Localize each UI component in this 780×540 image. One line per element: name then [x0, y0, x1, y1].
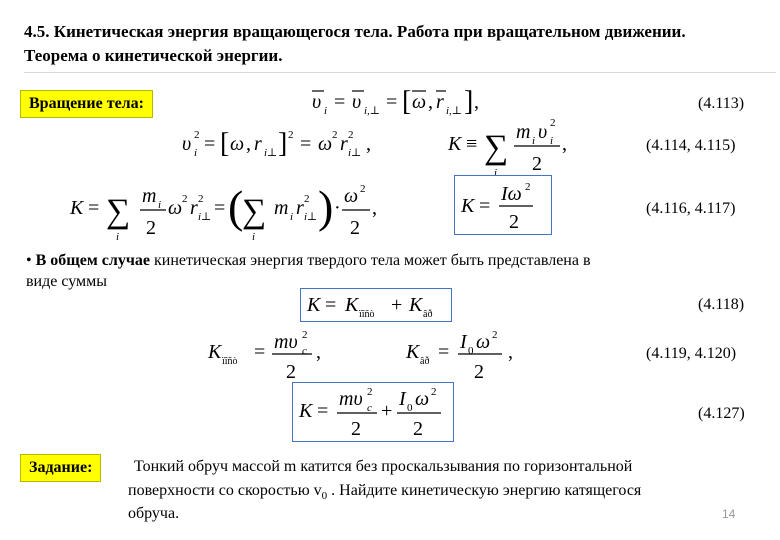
task-line3: обруча. [128, 505, 180, 522]
svg-text:,: , [366, 133, 371, 155]
svg-text:2: 2 [146, 217, 156, 239]
svg-text:i⊥: i⊥ [264, 147, 278, 159]
svg-text:i: i [290, 211, 294, 223]
svg-text:0: 0 [468, 345, 474, 357]
svg-text:K: K [70, 197, 84, 219]
svg-text:=: = [254, 341, 266, 363]
svg-text:ω: ω [344, 185, 359, 207]
svg-text:,: , [372, 197, 377, 219]
eq-number-4-116-117: (4.116, 4.117) [646, 200, 736, 217]
svg-text:2: 2 [525, 181, 531, 193]
svg-text:ω: ω [415, 388, 430, 410]
svg-text:K: K [448, 133, 462, 155]
svg-text:m: m [516, 121, 531, 143]
svg-text:c: c [367, 402, 372, 414]
svg-text:K: K [409, 294, 423, 316]
svg-text:]: ] [464, 86, 474, 117]
svg-text:+: + [391, 294, 403, 316]
svg-text:=: = [438, 341, 450, 363]
svg-text:=: = [386, 91, 398, 113]
svg-text:): ) [318, 181, 334, 232]
svg-text:∑: ∑ [484, 129, 509, 166]
svg-text:i: i [532, 135, 536, 147]
task-line2-text: поверхности со скоростью v [128, 482, 322, 499]
svg-text:K: K [307, 294, 321, 316]
svg-text:∑: ∑ [242, 193, 267, 230]
svg-text:2: 2 [367, 386, 373, 398]
svg-text:=: = [325, 294, 337, 316]
formula-4-119 [206, 328, 356, 382]
svg-text:2: 2 [286, 361, 296, 382]
svg-text:i: i [194, 147, 198, 159]
svg-text:2: 2 [198, 193, 204, 205]
svg-text:i: i [550, 135, 554, 147]
svg-text:2: 2 [350, 217, 360, 239]
svg-text:ω: ω [476, 331, 491, 353]
svg-text:i: i [324, 105, 328, 117]
svg-text:r: r [254, 133, 262, 155]
formula-4-116 [68, 178, 388, 244]
svg-text:0: 0 [407, 402, 413, 414]
svg-text:i: i [252, 231, 256, 243]
svg-text:2: 2 [532, 153, 542, 175]
eq-number-4-118: (4.118) [698, 296, 745, 313]
svg-text:[: [ [220, 128, 230, 159]
svg-text:υ: υ [182, 133, 192, 155]
svg-text:âð: âð [423, 309, 433, 320]
svg-text:=: = [300, 133, 312, 155]
svg-text:,: , [562, 133, 567, 155]
svg-text:=: = [214, 197, 226, 219]
svg-text:c: c [302, 345, 307, 357]
section-label: Вращение тела: [20, 90, 153, 118]
svg-text:2: 2 [509, 211, 519, 233]
formula-4-127-box [292, 382, 454, 442]
svg-text:r: r [296, 197, 304, 219]
svg-text:i⊥: i⊥ [348, 147, 362, 159]
formula-4-115 [446, 116, 596, 180]
svg-text:I: I [399, 388, 406, 410]
svg-text:i: i [116, 231, 120, 243]
bullet-text-line2: виде суммы [26, 273, 108, 290]
bullet-marker: • [26, 252, 32, 269]
svg-text:,: , [428, 91, 433, 113]
svg-text:i,⊥: i,⊥ [446, 105, 463, 117]
svg-text:2: 2 [492, 329, 498, 341]
svg-text:K: K [345, 294, 359, 316]
svg-text:(: ( [228, 181, 244, 232]
svg-text:,: , [474, 91, 479, 113]
svg-text:2: 2 [304, 193, 310, 205]
task-line2-rest: . Найдите кинетическую энергию катящегося [327, 482, 642, 499]
svg-text:i⊥: i⊥ [304, 211, 318, 223]
svg-text:r: r [436, 91, 444, 113]
eq-number-4-113: (4.113) [698, 95, 745, 112]
svg-text:mυ: mυ [339, 388, 363, 410]
svg-text:2: 2 [413, 418, 423, 440]
svg-text:·: · [334, 197, 341, 219]
svg-text:2: 2 [182, 193, 188, 205]
svg-text:K: K [208, 341, 222, 363]
svg-text:2: 2 [302, 329, 308, 341]
svg-text:ω: ω [318, 133, 333, 155]
svg-text:,: , [246, 133, 251, 155]
task-label: Задание: [20, 454, 101, 482]
svg-text:]: ] [278, 128, 288, 159]
formula-4-114 [180, 122, 400, 166]
svg-text:,: , [316, 341, 321, 363]
svg-text:r: r [190, 197, 198, 219]
svg-text:ω: ω [412, 91, 427, 113]
svg-text:[: [ [402, 86, 412, 117]
svg-text:∑: ∑ [106, 193, 131, 230]
slide-title: 4.5. Кинетическая энергия вращающегося тела. Работа при вращательном движении. Теорема о кинетической энергии. [24, 22, 686, 65]
svg-text:mυ: mυ [274, 331, 298, 353]
formula-4-118-box [300, 288, 452, 322]
eq-number-4-127: (4.127) [698, 405, 745, 422]
svg-text:i,⊥: i,⊥ [364, 105, 381, 117]
svg-text:ïîñò: ïîñò [359, 309, 375, 320]
page-number: 14 [722, 507, 736, 521]
svg-text:=: = [479, 195, 491, 217]
task-line2-sub: 0 [321, 490, 328, 503]
svg-text:i: i [494, 167, 498, 179]
svg-text:υ: υ [352, 91, 362, 113]
svg-text:ïîñò: ïîñò [222, 356, 238, 367]
svg-text:2: 2 [474, 361, 484, 382]
svg-text:m: m [142, 185, 157, 207]
eq-number-4-119-120: (4.119, 4.120) [646, 345, 737, 362]
svg-text:2: 2 [360, 183, 366, 195]
svg-text:ω: ω [168, 197, 183, 219]
svg-text:≡: ≡ [466, 133, 478, 155]
task-line2 [128, 481, 768, 506]
bullet-bold: В общем случае [35, 252, 150, 269]
svg-text:i⊥: i⊥ [198, 211, 212, 223]
task-line1: Тонкий обруч массой m катится без проскальзывания по горизонтальной [134, 458, 633, 475]
svg-text:ω: ω [230, 133, 245, 155]
svg-text:2: 2 [550, 117, 556, 129]
svg-text:=: = [334, 91, 346, 113]
divider [24, 72, 776, 73]
svg-text:+: + [381, 400, 393, 422]
svg-text:=: = [204, 133, 216, 155]
svg-text:υ: υ [312, 91, 322, 113]
svg-text:υ: υ [538, 121, 548, 143]
formula-4-117-box [454, 175, 552, 235]
svg-text:m: m [274, 197, 289, 219]
bullet-paragraph [26, 251, 746, 271]
svg-text:r: r [340, 133, 348, 155]
svg-text:i: i [158, 199, 162, 211]
svg-text:,: , [508, 341, 513, 363]
svg-text:Iω: Iω [501, 183, 522, 205]
bullet-text-line1: кинетическая энергия твердого тела может быть представлена в [150, 252, 591, 269]
svg-text:K: K [299, 400, 313, 422]
svg-text:I: I [460, 331, 467, 353]
svg-text:2: 2 [348, 129, 354, 141]
eq-number-4-114-115: (4.114, 4.115) [646, 137, 736, 154]
svg-text:2: 2 [431, 386, 437, 398]
svg-text:2: 2 [332, 129, 338, 141]
svg-text:=: = [88, 197, 100, 219]
svg-text:=: = [317, 400, 329, 422]
svg-text:K: K [406, 341, 420, 363]
svg-text:2: 2 [194, 129, 200, 141]
svg-text:2: 2 [288, 129, 294, 141]
svg-text:2: 2 [351, 418, 361, 440]
svg-text:âð: âð [420, 356, 430, 367]
formula-4-120 [404, 328, 534, 382]
svg-text:K: K [461, 195, 475, 217]
